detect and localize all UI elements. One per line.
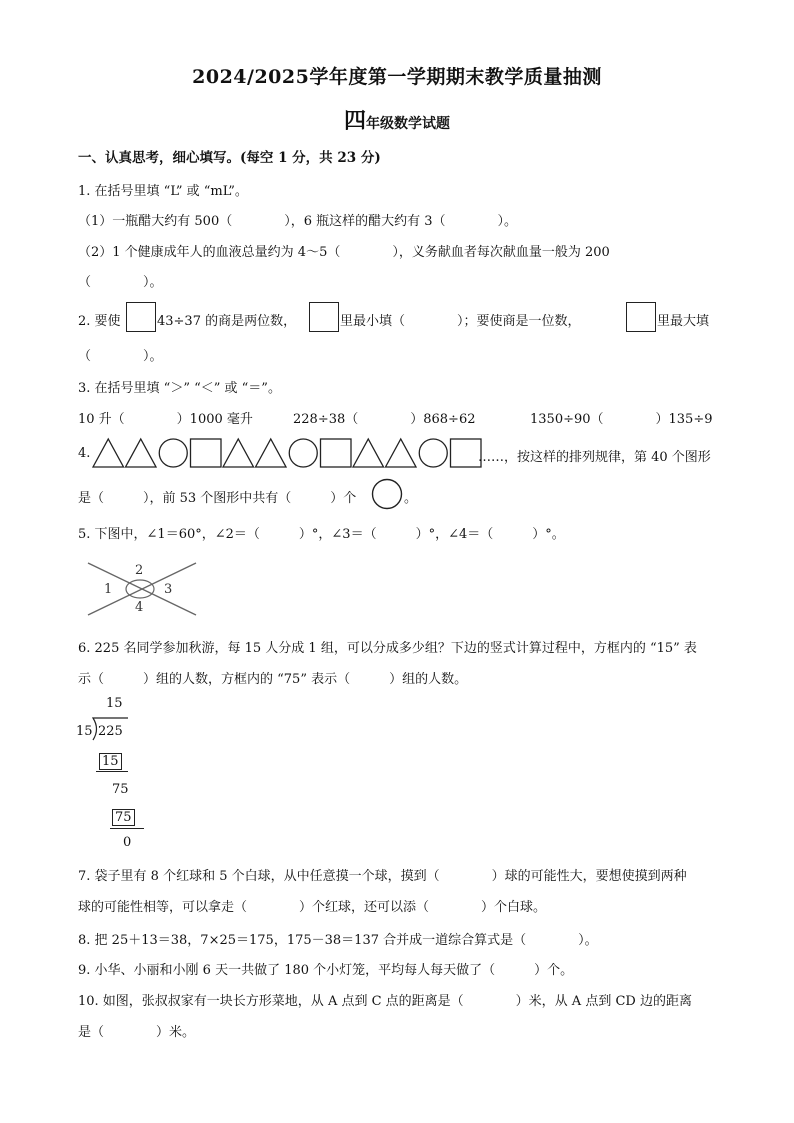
q2-line2: （ ）。 xyxy=(78,349,163,364)
q4-shape-sequence xyxy=(92,437,482,469)
q5-text: 5. 下图中，∠1＝60°，∠2＝（ ）°，∠3＝（ ）°，∠4＝（ ）°。 xyxy=(78,527,565,542)
square-shape xyxy=(451,439,482,467)
q2-box-3[interactable] xyxy=(626,302,656,332)
q6-line1: 6. 225 名同学参加秋游，每 15 人分成 1 组，可以分成多少组？下边的竖式计算过程中，方框内的 “15” 表 xyxy=(78,641,697,656)
q5-angle-diagram xyxy=(82,555,202,621)
q1-sub2a: （2）1 个健康成年人的血液总量约为 4～5（ ），义务献血者每次献血量一般为 200 xyxy=(78,245,610,260)
q6-line2: 示（ ）组的人数，方框内的 “75” 表示（ ）组的人数。 xyxy=(78,672,468,687)
circle-shape xyxy=(289,439,317,467)
division-step-2: 75 xyxy=(112,809,135,826)
triangle-shape xyxy=(256,439,287,467)
subtitle-text: 年级数学试题 xyxy=(366,116,450,132)
triangle-shape xyxy=(353,439,384,467)
q1-stem: 1. 在括号里填 “L” 或 “mL”。 xyxy=(78,184,248,199)
q3-stem: 3. 在括号里填 “＞” “＜” 或 “＝”。 xyxy=(78,381,281,396)
division-step-1: 15 xyxy=(99,753,122,770)
q2-part-a: 2. 要使 xyxy=(78,314,121,329)
q8-text: 8. 把 25＋13＝38，7×25＝175，175－38＝137 合并成一道综合算式是（ ）。 xyxy=(78,933,598,948)
q4-line2b: 。 xyxy=(404,491,418,506)
page-title: 2024/2025学年度第一学期期末教学质量抽测 xyxy=(192,66,602,88)
q5-label-3: 3 xyxy=(164,582,173,597)
q7-line2: 球的可能性相等，可以拿走（ ）个红球，还可以添（ ）个白球。 xyxy=(78,900,547,915)
q5-label-4: 4 xyxy=(135,600,144,615)
division-remainder-1: 75 xyxy=(112,782,129,797)
q3-compare-2: 228÷38（ ）868÷62 xyxy=(293,412,476,427)
section-heading: 一、认真思考，细心填写。(每空 1 分，共 23 分) xyxy=(78,150,381,166)
triangle-shape xyxy=(223,439,254,467)
q4-number: 4. xyxy=(78,446,91,461)
triangle-shape xyxy=(93,439,124,467)
long-division xyxy=(76,694,166,854)
circle-shape xyxy=(159,439,187,467)
q3-compare-1: 10 升（ ）1000 毫升 xyxy=(78,412,253,427)
q2-box-2[interactable] xyxy=(309,302,339,332)
q2-box-1[interactable] xyxy=(126,302,156,332)
q4-circle-icon xyxy=(370,478,404,510)
division-rule-1 xyxy=(96,771,128,772)
q7-line1: 7. 袋子里有 8 个红球和 5 个白球，从中任意摸一个球，摸到（ ）球的可能性大，要想使摸到两种 xyxy=(78,869,687,884)
q3-compare-3: 1350÷90（ ）135÷9 xyxy=(530,412,713,427)
triangle-shape xyxy=(126,439,157,467)
q5-label-1: 1 xyxy=(104,582,113,597)
q10-line1: 10. 如图，张叔叔家有一块长方形菜地，从 A 点到 C 点的距离是（ ）米，从 A 点到 CD 边的距离 xyxy=(78,994,692,1009)
page-subtitle xyxy=(0,104,794,135)
square-shape xyxy=(191,439,222,467)
q5-label-2: 2 xyxy=(135,563,144,578)
q4-after: ……，按这样的排列规律，第 40 个图形 xyxy=(478,450,711,465)
division-dividend: 225 xyxy=(98,724,123,739)
division-remainder-2: 0 xyxy=(123,835,132,850)
square-shape xyxy=(321,439,352,467)
q2-part-d: 里最大填 xyxy=(657,314,710,329)
division-quotient: 15 xyxy=(106,696,123,711)
triangle-shape xyxy=(386,439,417,467)
q5-angle-marks xyxy=(126,580,154,598)
division-divisor: 15 xyxy=(76,724,93,739)
division-rule-2 xyxy=(110,828,144,829)
q2-part-c: 里最小填（ ）；要使商是一位数， xyxy=(340,314,581,329)
q1-sub1: （1）一瓶醋大约有 500（ ），6 瓶这样的醋大约有 3（ ）。 xyxy=(78,214,518,229)
q10-line2: 是（ ）米。 xyxy=(78,1025,196,1040)
grade-char: 四 xyxy=(343,108,366,134)
q2-part-b: 43÷37 的商是两位数， xyxy=(157,314,297,329)
circle-shape xyxy=(419,439,447,467)
q4-line2a: 是（ ），前 53 个图形中共有（ ）个 xyxy=(78,491,357,506)
q9-text: 9. 小华、小丽和小刚 6 天一共做了 180 个小灯笼，平均每人每天做了（ ）个。 xyxy=(78,963,574,978)
q1-sub2b: （ ）。 xyxy=(78,275,163,290)
